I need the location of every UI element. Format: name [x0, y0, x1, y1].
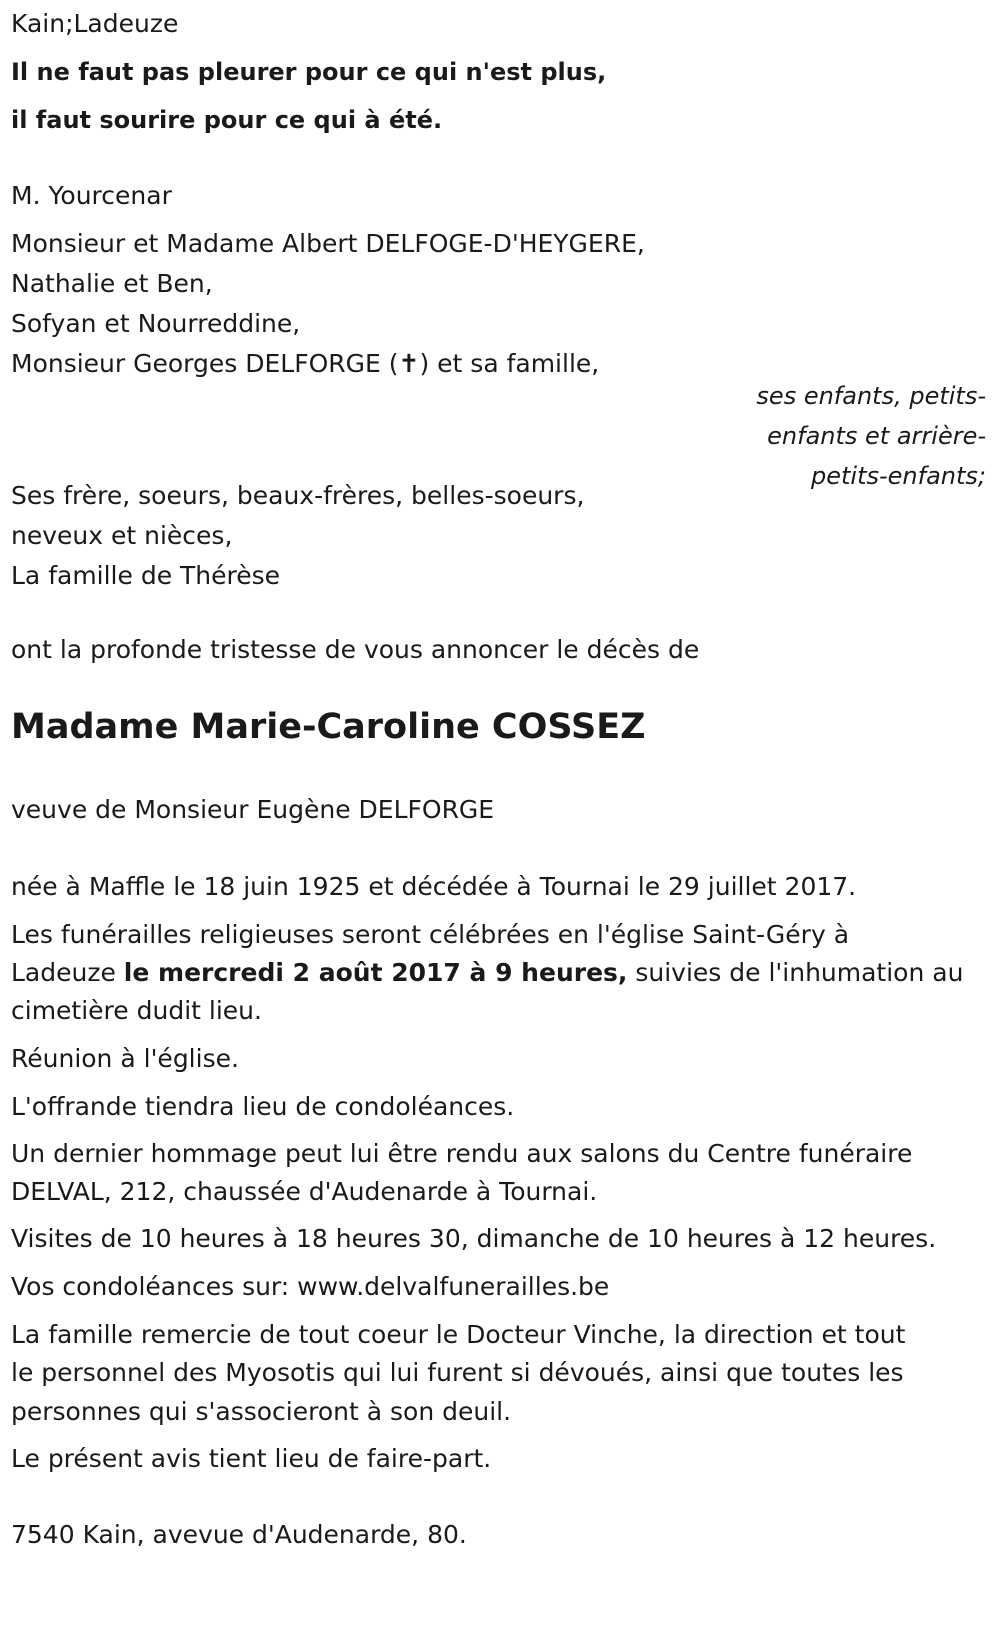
- notice-info: Le présent avis tient lieu de faire-part.: [11, 1444, 492, 1473]
- family-member: Monsieur Georges DELFORGE (✝) et sa famille,: [11, 349, 600, 378]
- locality: Kain;Ladeuze: [11, 9, 179, 38]
- relation-line: petits-enfants;: [811, 462, 986, 490]
- family-member: Nathalie et Ben,: [11, 269, 213, 298]
- thanks-line-3: personnes qui s'associeront à son deuil.: [11, 1397, 512, 1426]
- thanks-line-1: La famille remercie de tout coeur le Docteur Vinche, la direction et tout: [11, 1320, 906, 1349]
- quote-line-1: Il ne faut pas pleurer pour ce qui n'est plus,: [11, 58, 607, 86]
- widow-of: veuve de Monsieur Eugène DELFORGE: [11, 795, 495, 824]
- relation-line: enfants et arrière-: [767, 422, 986, 450]
- funeral-burial: suivies de l'inhumation au: [627, 958, 964, 987]
- family-member: neveux et nièces,: [11, 521, 233, 550]
- meeting-info: Réunion à l'église.: [11, 1044, 239, 1073]
- birth-death-dates: née à Maffle le 18 juin 1925 et décédée à Tournai le 29 juillet 2017.: [11, 872, 857, 901]
- thanks-line-2: le personnel des Myosotis qui lui furent si dévoués, ainsi que toutes les: [11, 1358, 904, 1387]
- funeral-place: Ladeuze: [11, 958, 124, 987]
- quote-author: M. Yourcenar: [11, 181, 172, 210]
- visits-info: Visites de 10 heures à 18 heures 30, dimanche de 10 heures à 12 heures.: [11, 1224, 937, 1253]
- funeral-line-3: cimetière dudit lieu.: [11, 996, 262, 1025]
- family-member: Monsieur et Madame Albert DELFOGE-D'HEYGERE,: [11, 229, 645, 258]
- family-group-2: [11, 476, 584, 596]
- family-member: La famille de Thérèse: [11, 561, 281, 590]
- deceased-name: Madame Marie-Caroline COSSEZ: [11, 707, 646, 747]
- family-member: Sofyan et Nourreddine,: [11, 309, 301, 338]
- offering-info: L'offrande tiendra lieu de condoléances.: [11, 1092, 515, 1121]
- funeral-date-time: le mercredi 2 août 2017 à 9 heures,: [123, 958, 628, 987]
- family-relation: [726, 376, 986, 496]
- family-member: Ses frère, soeurs, beaux-frères, belles-soeurs,: [11, 481, 585, 510]
- funeral-line-2: [11, 953, 963, 993]
- condolences-info: Vos condoléances sur: www.delvalfunerailles.be: [11, 1272, 610, 1301]
- family-address: 7540 Kain, avevue d'Audenarde, 80.: [11, 1520, 467, 1549]
- relation-line: ses enfants, petits-: [756, 382, 986, 410]
- announcement-intro: ont la profonde tristesse de vous annoncer le décès de: [11, 635, 700, 664]
- quote-line-2: il faut sourire pour ce qui à été.: [11, 106, 443, 134]
- family-group-1: [11, 224, 645, 384]
- tribute-line-2: DELVAL, 212, chaussée d'Audenarde à Tournai.: [11, 1177, 598, 1206]
- funeral-line-1: Les funérailles religieuses seront célébrées en l'église Saint-Géry à: [11, 920, 850, 949]
- tribute-line-1: Un dernier hommage peut lui être rendu aux salons du Centre funéraire: [11, 1139, 913, 1168]
